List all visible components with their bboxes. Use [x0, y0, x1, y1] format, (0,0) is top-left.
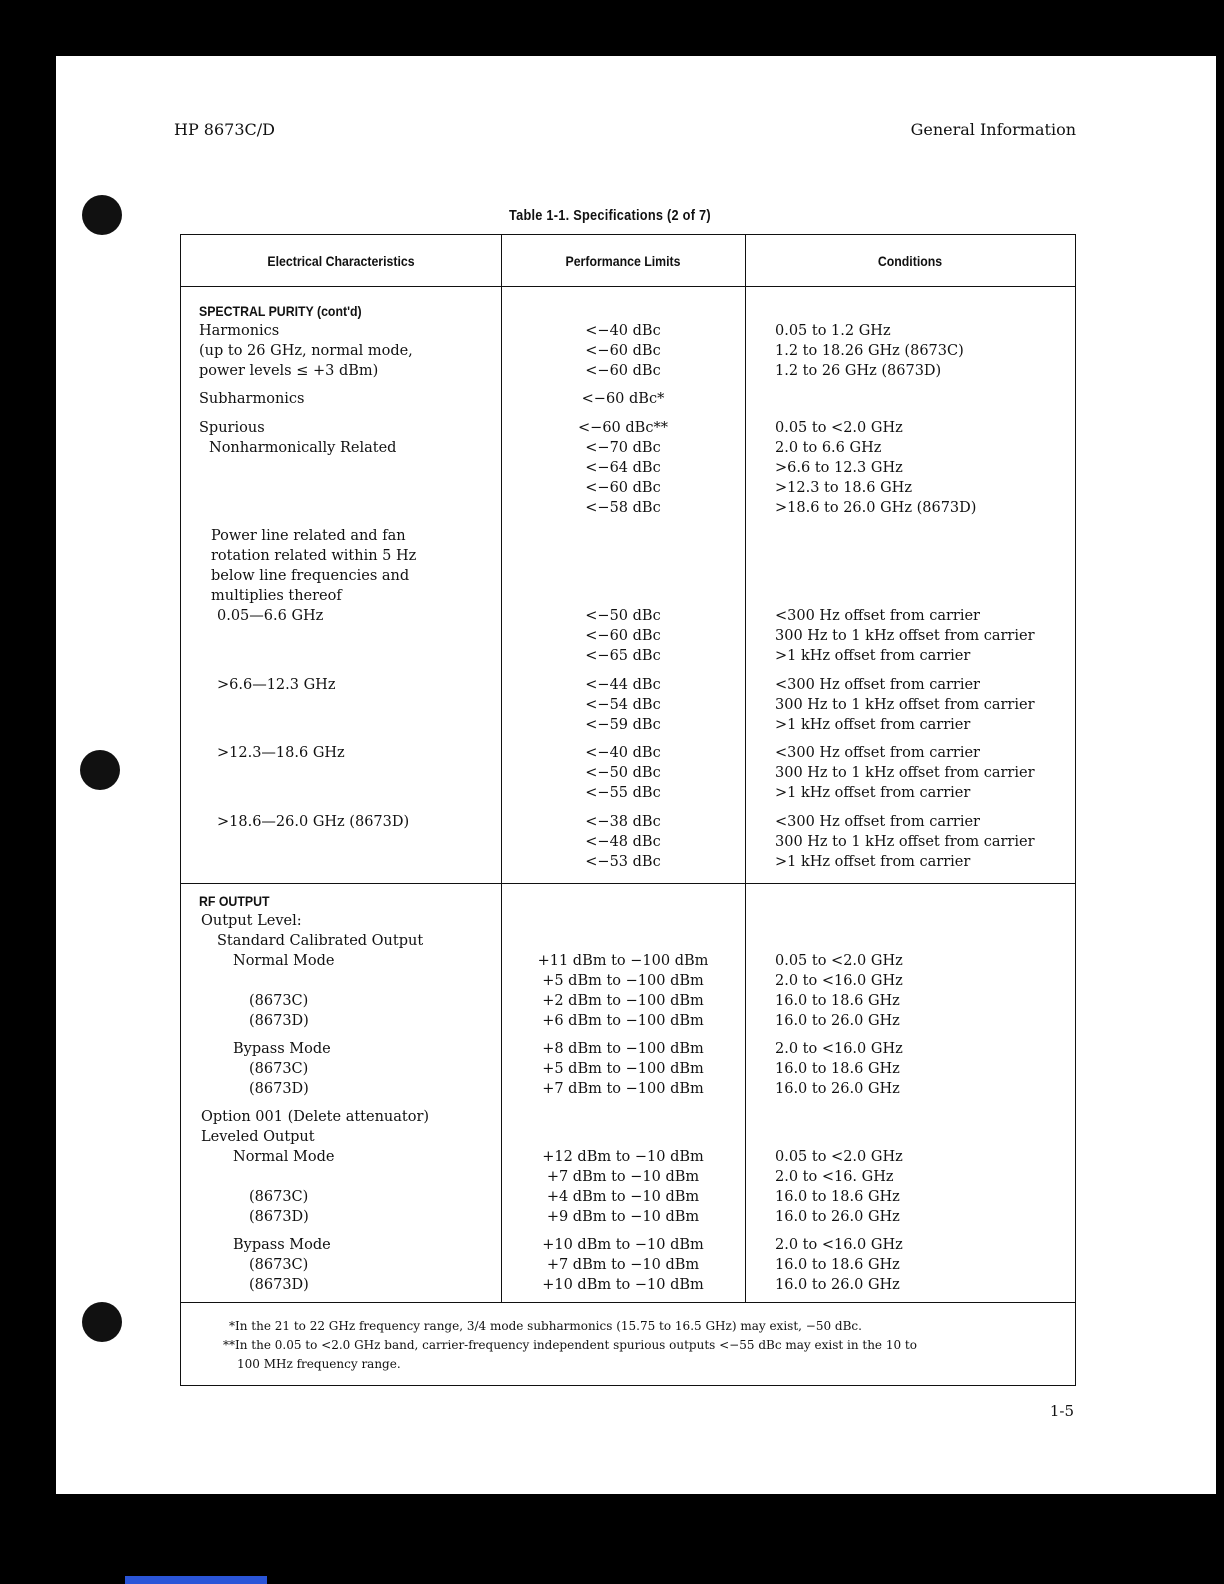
column-header: Electrical Characteristics — [267, 253, 415, 269]
limit-cell: <−40 dBc — [585, 745, 661, 761]
characteristic-cell: >18.6—26.0 GHz (8673D) — [217, 814, 410, 830]
characteristic-cell: (8673D) — [249, 1013, 309, 1029]
characteristic-cell: (8673C) — [249, 1061, 309, 1077]
limit-cell: +12 dBm to −10 dBm — [542, 1149, 704, 1165]
condition-cell: 16.0 to 26.0 GHz — [775, 1013, 900, 1029]
condition-cell: 16.0 to 18.6 GHz — [775, 993, 900, 1009]
characteristic-cell: Harmonics — [199, 323, 280, 339]
condition-cell: 300 Hz to 1 kHz offset from carrier — [775, 765, 1035, 781]
condition-cell: 300 Hz to 1 kHz offset from carrier — [775, 834, 1035, 850]
condition-cell: >12.3 to 18.6 GHz — [775, 480, 912, 496]
spec-table — [180, 234, 1076, 1386]
characteristic-cell: >12.3—18.6 GHz — [217, 745, 345, 761]
characteristic-cell: Nonharmonically Related — [209, 440, 397, 456]
limit-cell: <−60 dBc** — [578, 420, 668, 436]
limit-cell: +8 dBm to −100 dBm — [542, 1041, 704, 1057]
limit-cell: <−48 dBc — [585, 834, 661, 850]
characteristic-cell: power levels ≤ +3 dBm) — [199, 363, 379, 379]
condition-cell: 2.0 to <16.0 GHz — [775, 1237, 903, 1253]
limit-cell: +7 dBm to −100 dBm — [542, 1081, 704, 1097]
condition-cell: >1 kHz offset from carrier — [775, 648, 971, 664]
limit-cell: +7 dBm to −10 dBm — [546, 1169, 700, 1185]
col-divider — [745, 235, 746, 1302]
characteristic-cell: below line frequencies and — [211, 568, 410, 584]
header-model: HP 8673C/D — [174, 120, 275, 139]
characteristic-cell: Leveled Output — [201, 1129, 315, 1145]
condition-cell: >1 kHz offset from carrier — [775, 717, 971, 733]
column-header: Performance Limits — [565, 253, 681, 269]
characteristic-cell: Spurious — [199, 420, 265, 436]
limit-cell: <−60 dBc* — [581, 391, 665, 407]
document-page — [56, 56, 1216, 1494]
binder-hole — [82, 195, 122, 235]
limit-cell: +6 dBm to −100 dBm — [542, 1013, 704, 1029]
binder-hole — [82, 1302, 122, 1342]
characteristic-cell: rotation related within 5 Hz — [211, 548, 417, 564]
characteristic-cell: Bypass Mode — [233, 1237, 331, 1253]
table-title: Table 1-1. Specifications (2 of 7) — [509, 207, 711, 224]
limit-cell: +5 dBm to −100 dBm — [542, 1061, 704, 1077]
scan-edge-mark — [125, 1576, 267, 1584]
condition-cell: 2.0 to <16. GHz — [775, 1169, 894, 1185]
condition-cell: 2.0 to 6.6 GHz — [775, 440, 882, 456]
limit-cell: +4 dBm to −10 dBm — [546, 1189, 700, 1205]
section-heading: SPECTRAL PURITY (cont'd) — [199, 303, 362, 319]
limit-cell: <−58 dBc — [585, 500, 661, 516]
condition-cell: 16.0 to 26.0 GHz — [775, 1277, 900, 1293]
limit-cell: <−60 dBc — [585, 363, 661, 379]
limit-cell: +7 dBm to −10 dBm — [546, 1257, 700, 1273]
condition-cell: 16.0 to 26.0 GHz — [775, 1081, 900, 1097]
condition-cell: 16.0 to 26.0 GHz — [775, 1209, 900, 1225]
characteristic-cell: (8673D) — [249, 1209, 309, 1225]
limit-cell: <−50 dBc — [585, 765, 661, 781]
characteristic-cell: (8673D) — [249, 1081, 309, 1097]
condition-cell: 300 Hz to 1 kHz offset from carrier — [775, 697, 1035, 713]
limit-cell: <−60 dBc — [585, 480, 661, 496]
condition-cell: <300 Hz offset from carrier — [775, 814, 980, 830]
characteristic-cell: Option 001 (Delete attenuator) — [201, 1109, 430, 1125]
condition-cell: >1 kHz offset from carrier — [775, 785, 971, 801]
characteristic-cell: Normal Mode — [233, 1149, 335, 1165]
condition-cell: 16.0 to 18.6 GHz — [775, 1189, 900, 1205]
limit-cell: <−60 dBc — [585, 628, 661, 644]
condition-cell: <300 Hz offset from carrier — [775, 608, 980, 624]
characteristic-cell: Standard Calibrated Output — [217, 933, 424, 949]
limit-cell: <−55 dBc — [585, 785, 661, 801]
condition-cell: 0.05 to <2.0 GHz — [775, 953, 903, 969]
condition-cell: >6.6 to 12.3 GHz — [775, 460, 903, 476]
limit-cell: <−54 dBc — [585, 697, 661, 713]
condition-cell: 2.0 to <16.0 GHz — [775, 1041, 903, 1057]
section-heading: RF OUTPUT — [199, 893, 270, 909]
condition-cell: 300 Hz to 1 kHz offset from carrier — [775, 628, 1035, 644]
condition-cell: 1.2 to 18.26 GHz (8673C) — [775, 343, 964, 359]
limit-cell: <−53 dBc — [585, 854, 661, 870]
condition-cell: 0.05 to 1.2 GHz — [775, 323, 891, 339]
characteristic-cell: 0.05—6.6 GHz — [217, 608, 324, 624]
header-section: General Information — [910, 120, 1076, 139]
characteristic-cell: (8673D) — [249, 1277, 309, 1293]
limit-cell: +10 dBm to −10 dBm — [542, 1277, 704, 1293]
limit-cell: <−38 dBc — [585, 814, 661, 830]
limit-cell: <−64 dBc — [585, 460, 661, 476]
condition-cell: 16.0 to 18.6 GHz — [775, 1061, 900, 1077]
condition-cell: 1.2 to 26 GHz (8673D) — [775, 363, 942, 379]
characteristic-cell: (8673C) — [249, 993, 309, 1009]
condition-cell: <300 Hz offset from carrier — [775, 745, 980, 761]
limit-cell: +10 dBm to −10 dBm — [542, 1237, 704, 1253]
header-divider — [181, 286, 1075, 287]
page-number: 1-5 — [1049, 1402, 1074, 1420]
limit-cell: <−59 dBc — [585, 717, 661, 733]
footnote: **In the 0.05 to <2.0 GHz band, carrier-frequency independent spurious outputs <−55 dBc may exist in the 10 to — [223, 1338, 917, 1352]
characteristic-cell: (8673C) — [249, 1257, 309, 1273]
condition-cell: 0.05 to <2.0 GHz — [775, 420, 903, 436]
limit-cell: <−60 dBc — [585, 343, 661, 359]
binder-hole — [80, 750, 120, 790]
characteristic-cell: Power line related and fan — [211, 528, 406, 544]
characteristic-cell: multiplies thereof — [211, 588, 342, 604]
limit-cell: <−40 dBc — [585, 323, 661, 339]
footnote: *In the 21 to 22 GHz frequency range, 3/4 mode subharmonics (15.75 to 16.5 GHz) may exist, −50 dBc. — [229, 1319, 862, 1333]
condition-cell: >18.6 to 26.0 GHz (8673D) — [775, 500, 977, 516]
limit-cell: <−50 dBc — [585, 608, 661, 624]
characteristic-cell: Subharmonics — [199, 391, 305, 407]
footnote: 100 MHz frequency range. — [237, 1357, 401, 1371]
limit-cell: <−70 dBc — [585, 440, 661, 456]
limit-cell: +11 dBm to −100 dBm — [537, 953, 709, 969]
condition-cell: 16.0 to 18.6 GHz — [775, 1257, 900, 1273]
condition-cell: 0.05 to <2.0 GHz — [775, 1149, 903, 1165]
limit-cell: <−44 dBc — [585, 677, 661, 693]
characteristic-cell: >6.6—12.3 GHz — [217, 677, 336, 693]
limit-cell: +9 dBm to −10 dBm — [546, 1209, 700, 1225]
condition-cell: <300 Hz offset from carrier — [775, 677, 980, 693]
column-header: Conditions — [877, 253, 943, 269]
limit-cell: +5 dBm to −100 dBm — [542, 973, 704, 989]
condition-cell: 2.0 to <16.0 GHz — [775, 973, 903, 989]
condition-cell: >1 kHz offset from carrier — [775, 854, 971, 870]
characteristic-cell: Bypass Mode — [233, 1041, 331, 1057]
limit-cell: +2 dBm to −100 dBm — [542, 993, 704, 1009]
characteristic-cell: Output Level: — [201, 913, 302, 929]
characteristic-cell: Normal Mode — [233, 953, 335, 969]
section-divider — [181, 883, 1075, 884]
limit-cell: <−65 dBc — [585, 648, 661, 664]
footnote-divider — [181, 1302, 1075, 1303]
characteristic-cell: (up to 26 GHz, normal mode, — [199, 343, 413, 359]
characteristic-cell: (8673C) — [249, 1189, 309, 1205]
